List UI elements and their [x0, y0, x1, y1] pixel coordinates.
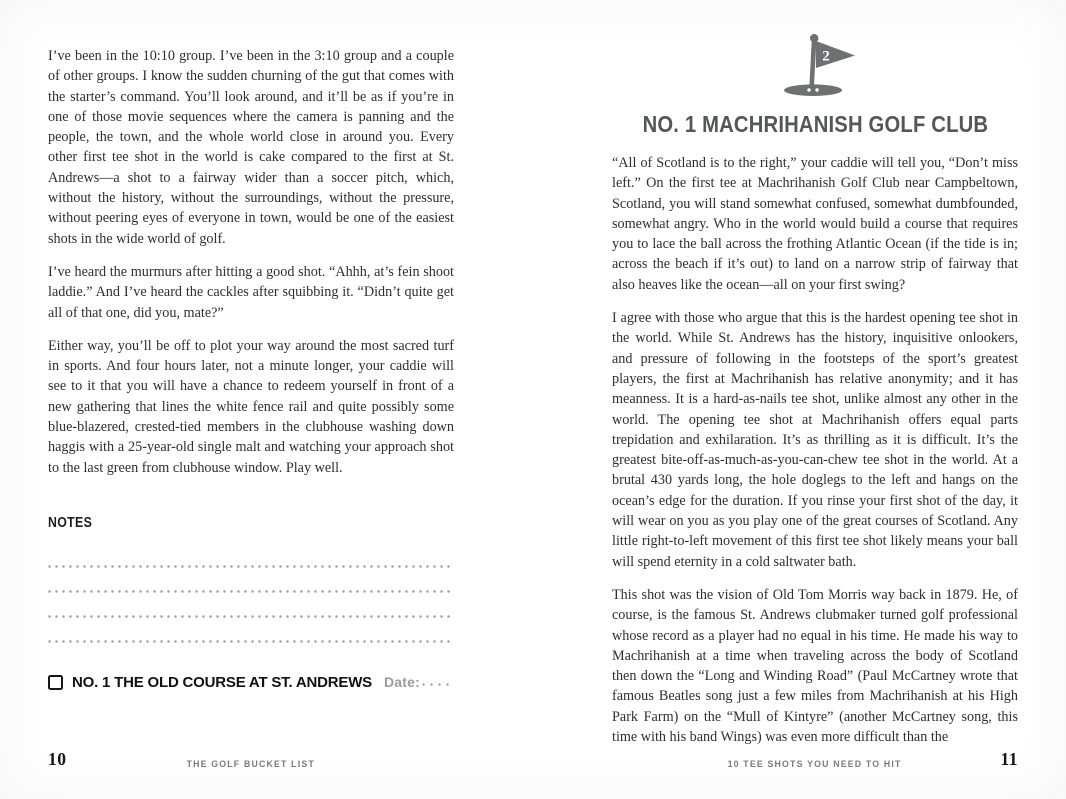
left-page: [48, 0, 454, 799]
running-title-text: THE GOLF BUCKET LIST: [186, 759, 316, 770]
notes-ruled-line: [48, 590, 454, 593]
left-page-footer: [48, 749, 454, 771]
body-paragraph: I agree with those who argue that this is the hardest opening tee shot in the world. While St. Andrews has the history, inquisitive onlookers, and pressure of following in the footsteps of the sport’s greatest players, the first at Machrihanish has relative anonymity; and it has meanness. It is a hard-as-nails tee shot, unlike almost any other in the world. The opening tee shot at Machrihanish offers equal parts trepidation and exhilaration. It’s as thrilling as it is difficult. It’s the greatest bite-off-as-much-as-you-can-chew tee shot in the world. At a brutal 430 yards long, the hole doglegs to the left and hangs on the ocean’s edge for the duration. If you rinse your first shot of the day, it will wear on you as you play one of the great courses of Scotland. Any little right-to-left movement of this first tee shot likely means your ball will spend eternity in a cold saltwater bath.: [612, 310, 1018, 570]
chapter-title: NO. 1 MACHRIHANISH GOLF CLUB: [642, 111, 988, 137]
notes-ruled-line: [48, 565, 454, 568]
date-dotted-line: [422, 683, 454, 686]
right-page-footer: [612, 749, 1018, 771]
running-title: [48, 754, 454, 772]
body-paragraph: I’ve been in the 10:10 group. I’ve been in the 3:10 group and a couple of other groups. I know the sudden churning of the gut that comes with the starter’s command. You’ll look around, and it’ll be as if you’re in one of those movie sequences where the camera is panning and the people, the town, and the whole world close in around you. Every other first tee shot in the world is cake compared to the first at St. Andrews—a shot to a fairway wider than a soccer pitch, which, without the history, without the surroundings, without the pressure, without peering eyes of everyone in town, would be one of the easiest shots in the wide world of golf.: [48, 48, 454, 247]
notes-heading: NOTES: [48, 514, 93, 531]
golf-flag-icon: [769, 33, 861, 97]
body-paragraph: This shot was the vision of Old Tom Morris way back in 1879. He, of course, is the famous St. Andrews clubmaker turned golf professional whose record as a player had no equal in his time. He made his way to Machrihanish at a time when traveling across the body of Scotland then down the “Long and Winding Road” (Paul McCartney wrote that famous Beatles song just a few miles from Machrihanish at his High Park Farm) on the “Mull of Kintyre” (another McCartney song, this time with his band Wings) was even more difficult than the: [612, 586, 1018, 746]
chapter-icon-wrap: [612, 0, 1018, 102]
checklist-label: NO. 1 THE OLD COURSE AT ST. ANDREWS: [72, 673, 372, 691]
date-label: Date:: [383, 674, 420, 691]
notes-ruled-line: [48, 640, 454, 643]
right-page-content: [612, 0, 1018, 747]
running-title-text: 10 TEE SHOTS YOU NEED TO HIT: [727, 759, 902, 770]
page-number: 11: [1000, 749, 1018, 769]
checkbox-icon: [48, 675, 63, 690]
right-page: [612, 0, 1018, 799]
body-paragraph: “All of Scotland is to the right,” your caddie will tell you, “Don’t miss left.” On the first tee at Machrihanish Golf Club near Campbeltown, Scotland, you will stand somewhat confused, somewhat dumbfounded, somewhat angry. Who in the world would build a course that requires you to lace the ball across the frothing Atlantic Ocean (if the tide is in; across the beach if it’s out) to land on a narrow strip of fairway that also heaves like the ocean—all on your first swing?: [612, 155, 1018, 293]
body-paragraph: Either way, you’ll be off to plot your way around the most sacred turf in sports. And four hours later, not a minute longer, your caddie will see to it that you will have a chance to redeem yourself in front of a new gathering that lines the white fence rail and quite possibly some blue-blazered, crested-tied members in the clubhouse washing down haggis with a 25-year-old single malt and watching your approach shot to the last green from clubhouse window. Play well.: [48, 337, 454, 476]
notes-section: [48, 491, 454, 643]
flag-number: 2: [822, 48, 830, 65]
body-paragraph: I’ve heard the murmurs after hitting a good shot. “Ahhh, at’s fein shoot laddie.” And I’ve heard the cackles after squibbing it. “Didn’t quite get all of that one, did you, mate?”: [48, 263, 454, 321]
chapter-title-wrap: [612, 111, 1018, 138]
left-page-content: [48, 0, 454, 691]
notes-ruled-line: [48, 615, 454, 618]
page-number: 10: [48, 749, 67, 769]
running-title: [612, 754, 1018, 772]
checklist-item: [48, 674, 454, 691]
